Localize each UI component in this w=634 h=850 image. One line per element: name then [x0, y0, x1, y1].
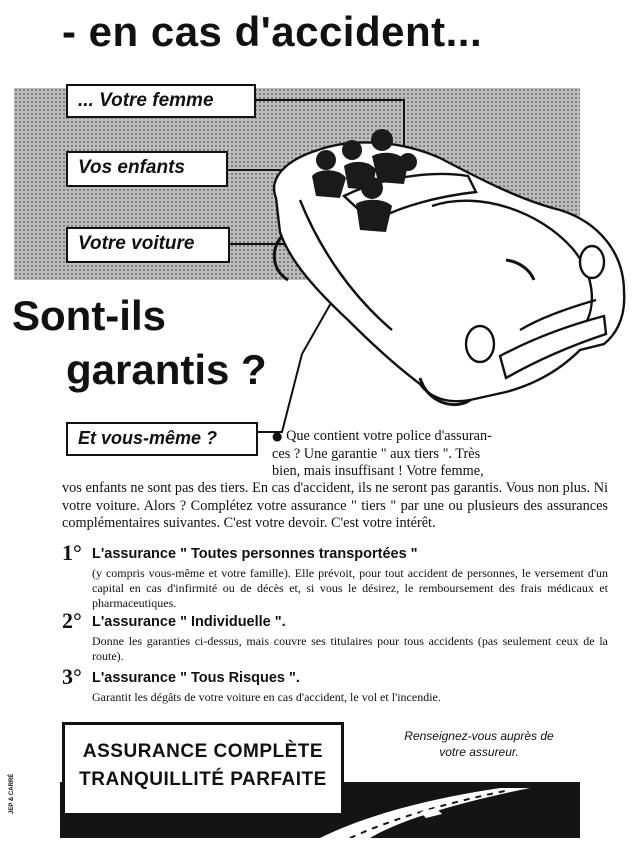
- section-3-number: 3°: [62, 664, 82, 689]
- advice-note: Renseignez-vous auprès de votre assureur.: [404, 729, 554, 759]
- credit-text: JEP & CARRÉ: [9, 773, 15, 814]
- intro-line-1: Que contient votre police d'assuran-: [286, 428, 492, 444]
- label-et-vous-meme: Et vous-même ?: [66, 422, 258, 456]
- slogan-line-1: ASSURANCE COMPLÈTE: [82, 741, 324, 762]
- headlight-right: [580, 246, 604, 278]
- question-line-2: garantis ?: [66, 346, 267, 393]
- label-votre-femme: ... Votre femme: [66, 84, 256, 118]
- label-votre-voiture: Votre voiture: [66, 227, 230, 263]
- slogan-line-2: TRANQUILLITÉ PARFAITE: [79, 769, 327, 790]
- question-line-1: Sont-ils: [12, 292, 166, 339]
- section-2-body: Donne les garanties ci-dessus, mais couvre ses titulaires pour tous accidents (pas seulement ceux de la route).: [92, 634, 608, 663]
- headline: - en cas d'accident...: [62, 8, 483, 55]
- headlight-left: [466, 326, 494, 362]
- section-1-number: 1°: [62, 540, 82, 565]
- intro-line-2: ces ? Une garantie " aux tiers ". Très: [272, 445, 481, 462]
- section-3-title: L'assurance " Tous Risques ".: [92, 670, 300, 686]
- section-1-title: L'assurance " Toutes personnes transportées ": [92, 546, 418, 562]
- intro-first-lines: [272, 428, 608, 481]
- label-vos-enfants: Vos enfants: [66, 151, 228, 187]
- credit-vertical: [3, 760, 17, 816]
- intro-line-3: bien, mais insuffisant ! Votre femme,: [272, 463, 484, 480]
- section-1-body: (y compris vous-même et votre famille). Elle prévoit, pour tout accident de personnes, le versement d'un capital en cas d'infirmité ou de décès et, si vous le désirez, le remboursement des frais médicaux et pharmaceutiques.: [92, 566, 608, 610]
- section-2-number: 2°: [62, 608, 82, 633]
- bullet-icon: ●: [272, 429, 283, 443]
- section-2-title: L'assurance " Individuelle ".: [92, 614, 286, 630]
- slogan-sign: [62, 722, 344, 816]
- section-3-body: Garantit les dégâts de votre voiture en cas d'accident, le vol et l'incendie.: [92, 690, 441, 704]
- intro-rest: vos enfants ne sont pas des tiers. En cas d'accident, ils ne seront pas garantis. Vous non plus. Ni votre voiture. Alors ? Complétez votre assurance " tiers " par une ou plusieurs des assurances complémentaires suivantes. C'est votre devoir. C'est votre intérêt.: [62, 480, 608, 532]
